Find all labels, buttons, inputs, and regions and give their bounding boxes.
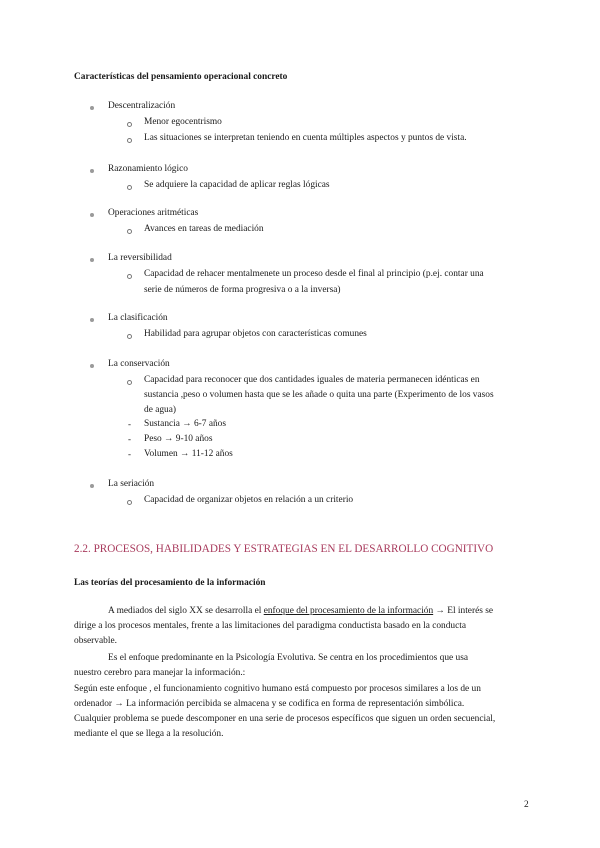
dash-list-item: Volumen → 11-12 años xyxy=(144,449,233,459)
page-heading: Características del pensamiento operacional concreto xyxy=(74,72,288,82)
list-item-title: Descentralización xyxy=(108,101,176,111)
sub-bullet-icon xyxy=(127,500,132,505)
sub-bullet-icon xyxy=(127,229,132,234)
list-item-title: La seriación xyxy=(108,479,155,489)
list-item-title: Razonamiento lógico xyxy=(108,164,188,174)
dash-list-item: Sustancia → 6-7 años xyxy=(144,419,227,429)
sub-list-item-line: serie de números de forma progresiva o a la inversa) xyxy=(144,285,341,295)
sub-bullet-icon xyxy=(127,334,132,339)
paragraph-line: nuestro cerebro para manejar la información.: xyxy=(74,668,246,678)
sub-list-item-line: de agua) xyxy=(144,405,177,415)
list-item-title: La clasificación xyxy=(108,313,168,323)
dash-marker: - xyxy=(128,419,131,429)
sub-list-item: Capacidad de organizar objetos en relación a un criterio xyxy=(144,495,354,505)
page-number: 2 xyxy=(524,800,529,810)
list-item-title: La reversibilidad xyxy=(108,253,172,263)
sub-bullet-icon xyxy=(127,185,132,190)
bullet-icon xyxy=(90,213,94,217)
sub-list-item: Se adquiere la capacidad de aplicar reglas lógicas xyxy=(144,180,330,190)
dash-marker: - xyxy=(128,449,131,459)
list-item-title: Operaciones aritméticas xyxy=(108,208,199,218)
paragraph-line: ordenador → La información percibida se almacena y se codifica en forma de representación simbólica. xyxy=(74,699,465,709)
paragraph-line xyxy=(108,606,526,616)
section-title: 2.2. PROCESOS, HABILIDADES Y ESTRATEGIAS EN EL DESARROLLO COGNITIVO xyxy=(74,543,494,555)
sub-list-item-line: Capacidad para reconocer que dos cantidades iguales de materia permanecen idénticas en xyxy=(144,375,480,385)
bullet-icon xyxy=(90,364,94,368)
paragraph-line: Según este enfoque , el funcionamiento cognitivo humano está compuesto por procesos similares a los de un xyxy=(74,684,481,694)
sub-bullet-icon xyxy=(127,138,132,143)
paragraph-line: Cualquier problema se puede descomponer en una serie de procesos específicos que siguen un orden secuencial, xyxy=(74,714,496,724)
sub-list-item-line: sustancia ,peso o volumen hasta que se les añade o quita una parte (Experimento de los vasos xyxy=(144,390,494,400)
sub-list-item: Habilidad para agrupar objetos con características comunes xyxy=(144,329,367,339)
bullet-icon xyxy=(90,106,94,110)
paragraph-text: → El interés se xyxy=(433,606,494,616)
list-item-title: La conservación xyxy=(108,359,170,369)
bullet-icon xyxy=(90,318,94,322)
underlined-term: enfoque del procesamiento de la información xyxy=(263,606,434,616)
paragraph-line: dirige a los procesos mentales, frente a las limitaciones del paradigma conductista basado en la conducta xyxy=(74,621,467,631)
sub-list-item-line: Capacidad de rehacer mentalmenete un proceso desde el final al principio (p.ej. contar una xyxy=(144,269,484,279)
sub-bullet-icon xyxy=(127,380,132,385)
paragraph-line: mediante el que se llega a la resolución. xyxy=(74,729,224,739)
sub-list-item: Avances en tareas de mediación xyxy=(144,224,264,234)
bullet-icon xyxy=(90,484,94,488)
paragraph-line: observable. xyxy=(74,636,117,646)
sub-bullet-icon xyxy=(127,122,132,127)
paragraph-text: A mediados del siglo XX se desarrolla el xyxy=(108,606,264,616)
bullet-icon xyxy=(90,258,94,262)
sub-list-item: Las situaciones se interpretan teniendo en cuenta múltiples aspectos y puntos de vista. xyxy=(144,133,467,143)
subsection-heading: Las teorías del procesamiento de la información xyxy=(74,578,266,588)
dash-marker: - xyxy=(128,434,131,444)
dash-list-item: Peso → 9-10 años xyxy=(144,434,213,444)
bullet-icon xyxy=(90,169,94,173)
sub-list-item: Menor egocentrismo xyxy=(144,117,222,127)
paragraph-line: Es el enfoque predominante en la Psicología Evolutiva. Se centra en los procedimientos que usa xyxy=(108,653,469,663)
sub-bullet-icon xyxy=(127,274,132,279)
